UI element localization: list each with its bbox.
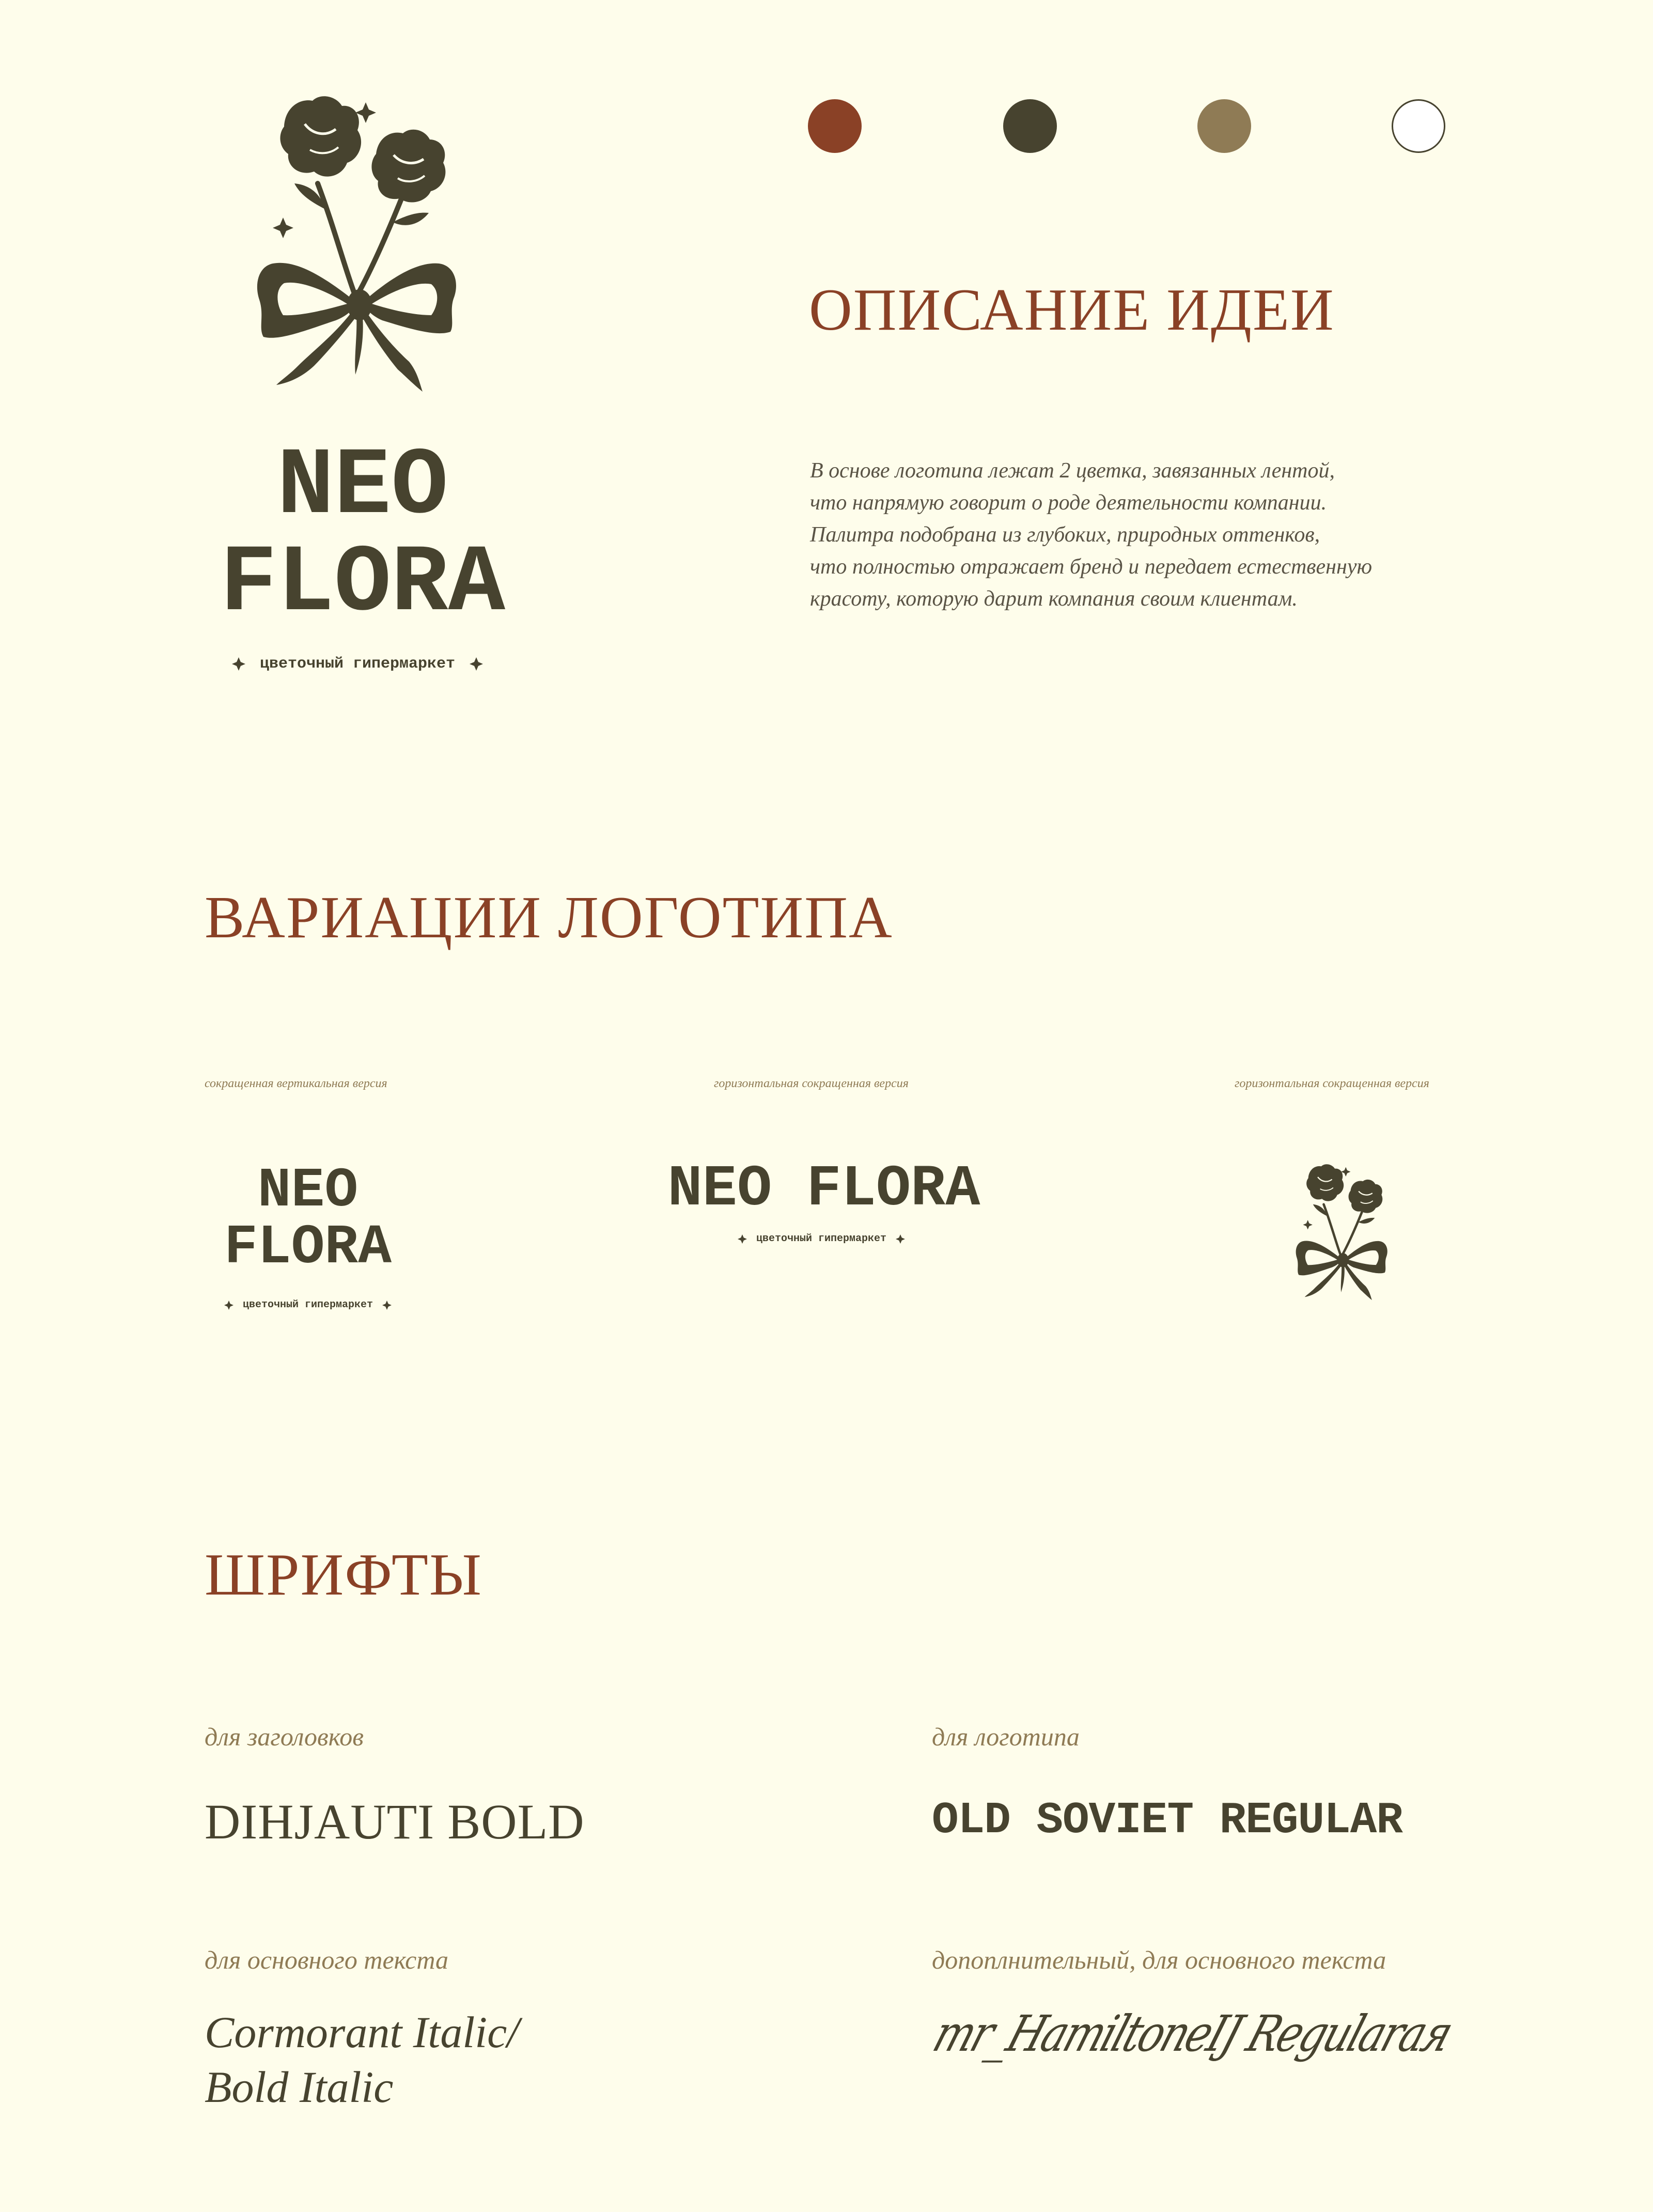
color-swatch-white	[1392, 99, 1445, 153]
logo-line-neo: NEO	[257, 1159, 358, 1223]
font-sample-body-line: Bold Italic	[205, 2062, 394, 2112]
logo-tagline	[202, 655, 512, 673]
star-icon	[232, 657, 245, 671]
logo-line-flora: FLORA	[220, 530, 506, 638]
star-icon	[738, 1234, 747, 1244]
font-sample-logo: OLD SOVIET REGULAR	[932, 1795, 1402, 1846]
variation-label-horizontal: горизонтальная сокращенная версия	[714, 1077, 909, 1090]
logo-wordmark	[202, 434, 523, 638]
font-label-logo: для логотипа	[932, 1722, 1080, 1751]
star-icon	[382, 1301, 392, 1310]
logo-line-flora: FLORA	[224, 1216, 392, 1280]
color-swatch-khaki	[1197, 99, 1251, 153]
star-icon	[470, 657, 483, 671]
font-sample-body	[205, 2005, 519, 2114]
variation-horizontal-wordmark: NEO FLORA	[667, 1156, 980, 1222]
variation-horizontal-tagline	[708, 1233, 935, 1245]
fonts-heading: ШРИФТЫ	[205, 1542, 483, 1608]
variation-vertical-tagline	[205, 1299, 411, 1311]
variation-vertical-wordmark	[205, 1159, 411, 1280]
idea-heading: ОПИСАНИЕ ИДЕИ	[809, 277, 1335, 343]
star-icon	[224, 1301, 233, 1310]
color-swatch-rust	[808, 99, 862, 153]
idea-line: что полностью отражает бренд и передает естественную	[810, 555, 1373, 579]
font-label-headings: для заголовков	[205, 1722, 364, 1751]
tagline-text: цветочный гипермаркет	[259, 655, 456, 673]
variations-heading: ВАРИАЦИИ ЛОГОТИПА	[205, 885, 893, 951]
flowers-with-bow-icon	[227, 93, 486, 398]
font-label-body: для основного текста	[205, 1945, 449, 1974]
font-sample-extra: mr_HamiltoneIJ Regularая	[926, 2005, 1459, 2063]
tagline-text: цветочный гипермаркет	[756, 1233, 887, 1245]
font-sample-headings: DIHJAUTI BOLD	[205, 1794, 585, 1849]
idea-line: красоту, которую дарит компания своим клиентам.	[810, 587, 1298, 611]
font-sample-body-line: Cormorant Italic/	[205, 2007, 520, 2057]
logo-line-neo: NEO	[277, 434, 448, 541]
color-swatch-dark-olive	[1003, 99, 1057, 153]
idea-line: В основе логотипа лежат 2 цветка, завязанных лентой,	[810, 459, 1335, 483]
idea-line: что напрямую говорит о роде деятельности компании.	[810, 491, 1327, 515]
variation-label-vertical: сокращенная вертикальная версия	[205, 1077, 387, 1090]
flowers-with-bow-icon	[1282, 1163, 1401, 1303]
star-icon	[896, 1234, 905, 1244]
idea-description	[810, 455, 1430, 615]
tagline-text: цветочный гипермаркет	[242, 1299, 373, 1311]
font-label-extra: допоплнительный, для основного текста	[932, 1945, 1386, 1974]
idea-line: Палитра подобрана из глубоких, природных оттенков,	[810, 523, 1320, 547]
variation-label-emblem: горизонтальная сокращенная версия	[1235, 1077, 1429, 1090]
